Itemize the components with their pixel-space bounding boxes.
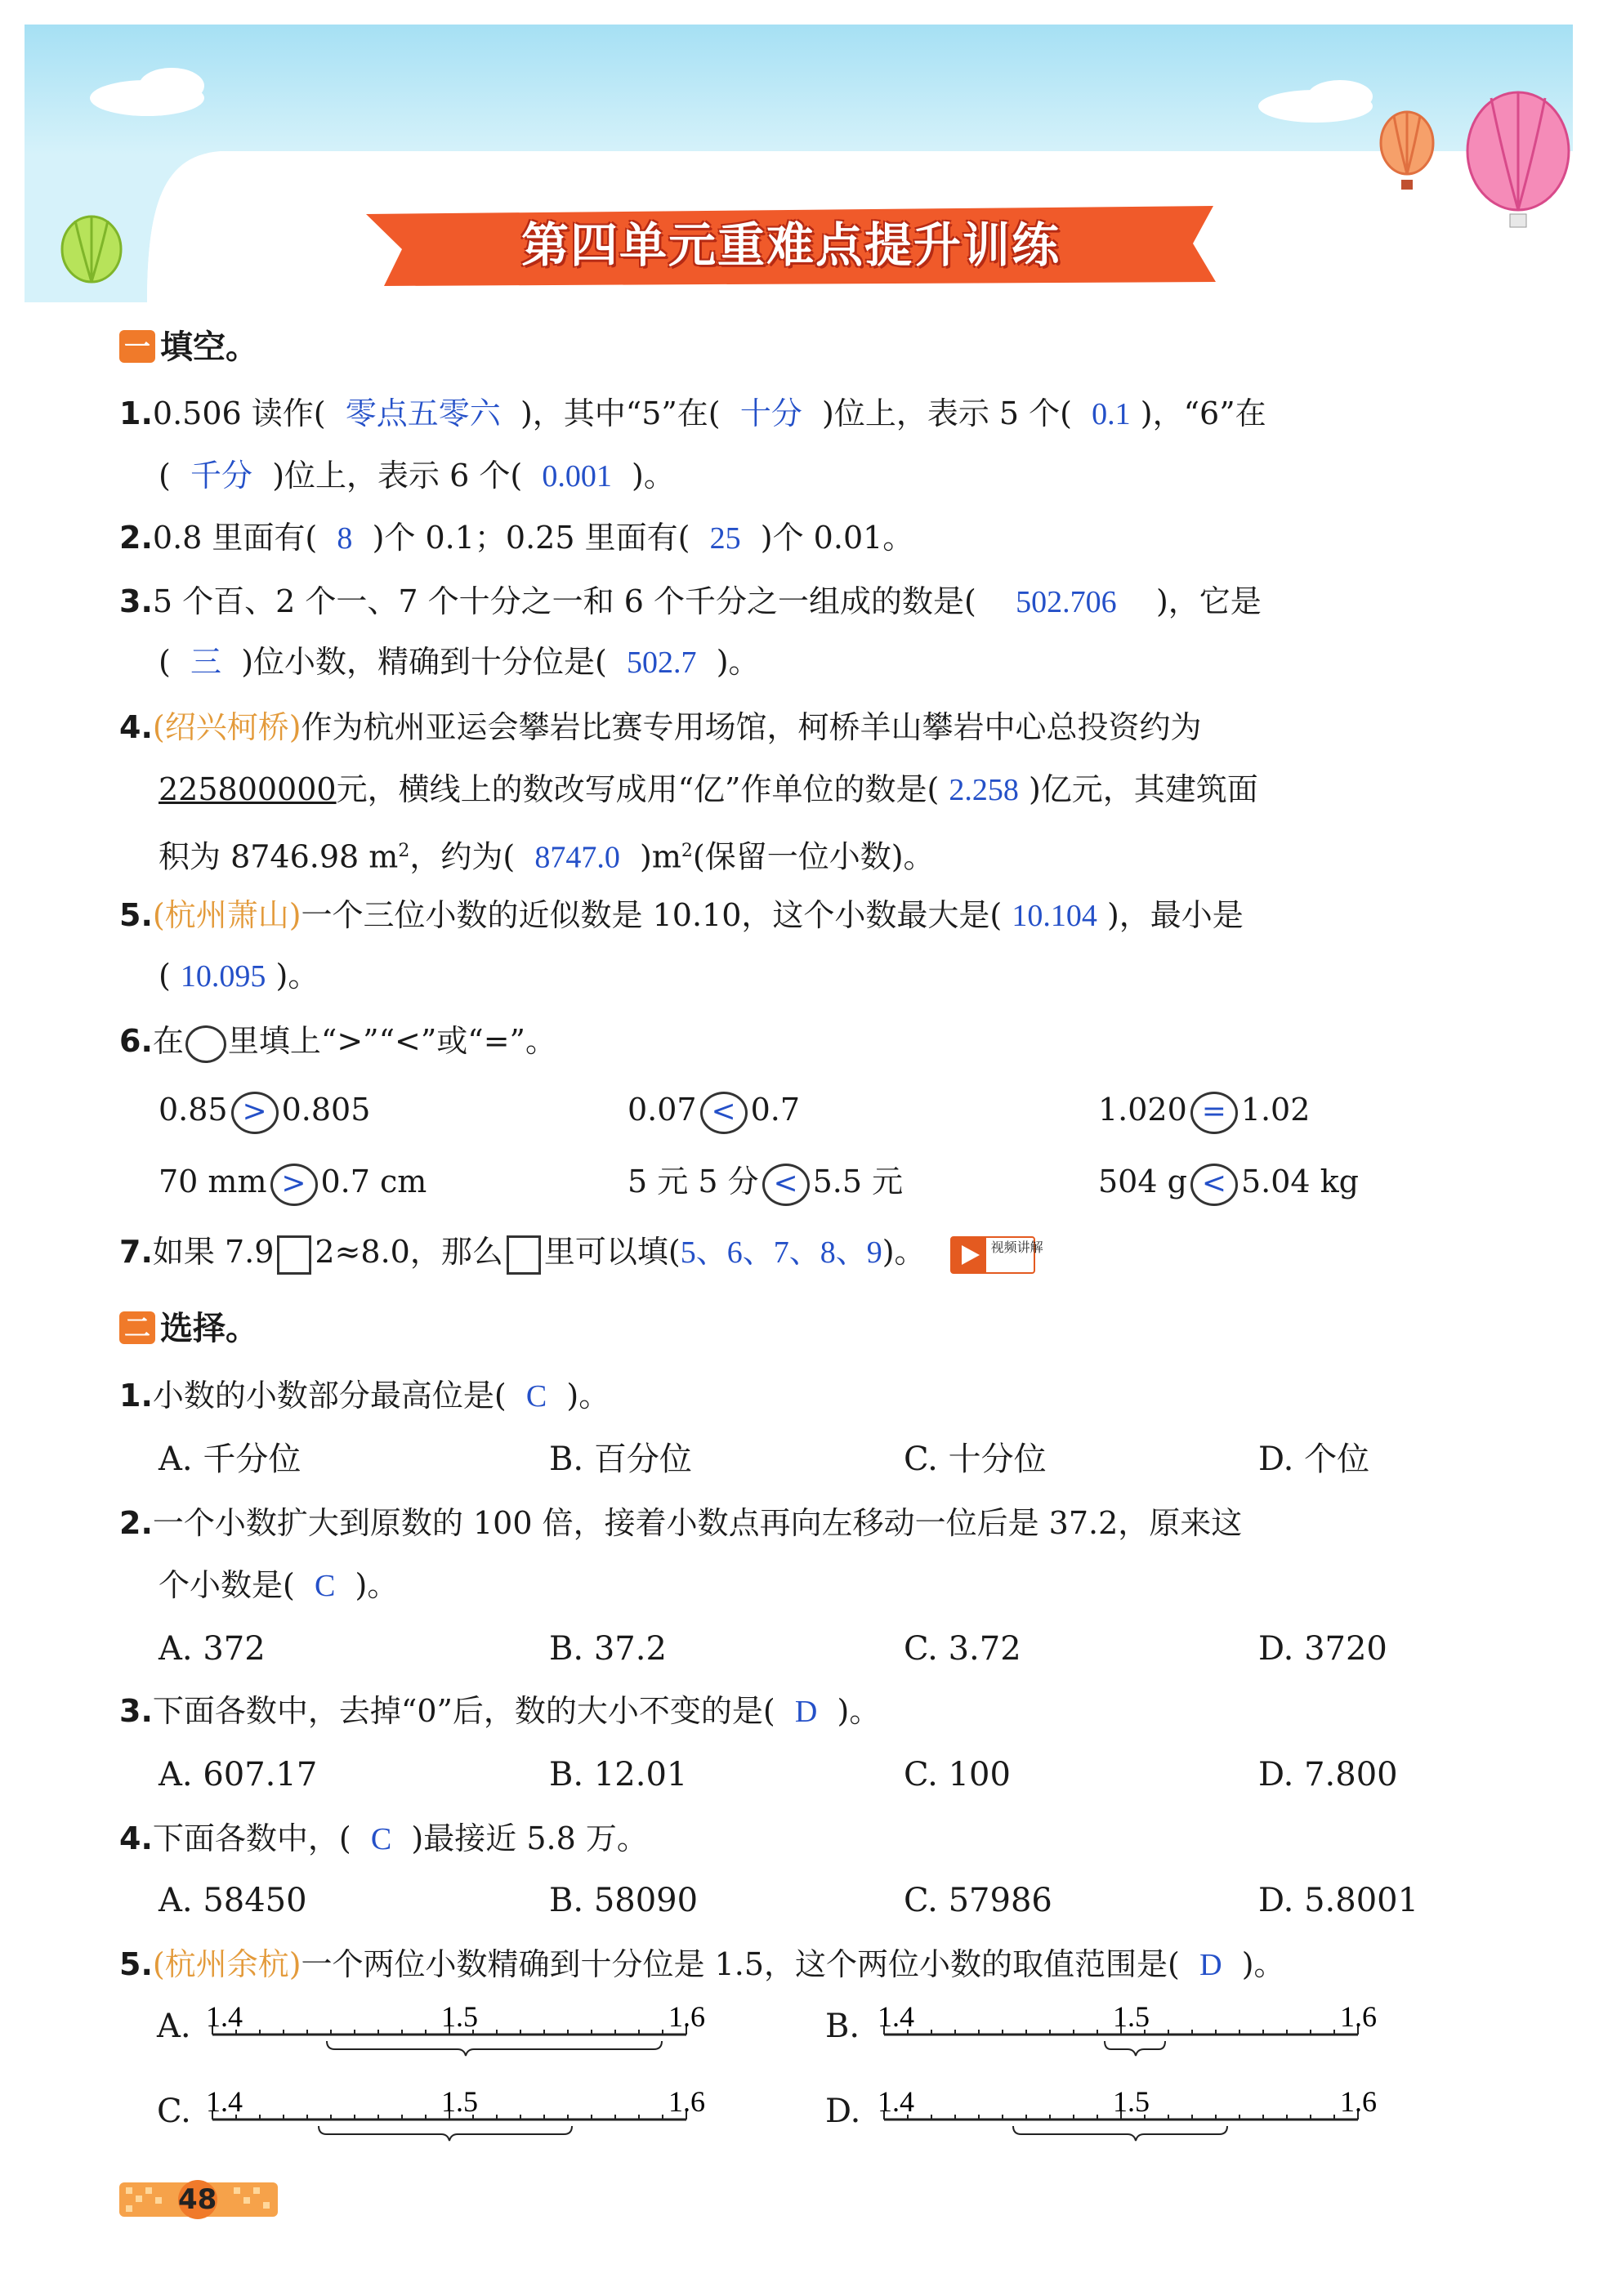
choice-option[interactable]: D. 7.800 — [1258, 1756, 1398, 1793]
choice-option[interactable]: B. 37.2 — [549, 1630, 667, 1668]
choice-option[interactable]: B. 百分位 — [549, 1441, 692, 1478]
answer: 10.104 — [1012, 899, 1097, 933]
play-icon — [952, 1238, 986, 1272]
tick-label: 1.5 — [441, 2085, 478, 2118]
section-badge: 一 — [119, 330, 155, 363]
section-header-choice — [119, 1306, 258, 1351]
compare-answer: > — [270, 1164, 318, 1206]
compare-item: 504 g < 5.04 kg — [1098, 1159, 1359, 1206]
compare-answer: < — [1190, 1164, 1238, 1206]
video-lesson-button[interactable] — [950, 1236, 1043, 1274]
choice-q3-stem: 3.下面各数中，去掉“0”后，数的大小不变的是( D )。 — [119, 1693, 881, 1729]
tick-label: 1.6 — [668, 2085, 705, 2118]
compare-item: 1.020 = 1.02 — [1098, 1087, 1310, 1134]
balloon-icon-left — [62, 217, 121, 282]
choice-option[interactable]: C. 3.72 — [904, 1630, 1021, 1668]
fill-q4-line3: 积为 8746.98 $m^2$，约为( 8747.0 )$m^2$(保留一位小数)。 — [159, 838, 935, 875]
section-label: 选择。 — [160, 1310, 258, 1347]
choice-option[interactable]: C. 100 — [904, 1756, 1011, 1793]
answer: 25 — [709, 521, 741, 556]
compare-item: 0.85 > 0.805 — [159, 1087, 370, 1134]
answer: 0.001 — [542, 459, 612, 494]
choice-option[interactable]: D. 3720 — [1258, 1630, 1387, 1668]
range-brace — [319, 2126, 572, 2141]
choice-option[interactable]: A. 607.17 — [159, 1756, 318, 1793]
choice-option-d-label[interactable]: D. — [825, 2093, 861, 2130]
number-line-c — [196, 2079, 727, 2160]
section-header-fill — [119, 324, 258, 370]
blank-box — [507, 1235, 541, 1275]
tick-label: 1.4 — [878, 2085, 914, 2118]
answer: D — [1199, 1948, 1222, 1982]
choice-option[interactable]: B. 58090 — [549, 1882, 699, 1919]
choice-q2-stem: 2.一个小数扩大到原数的 100 倍，接着小数点再向左移动一位后是 37.2，原来这 — [119, 1505, 1243, 1541]
answer: 0.1 — [1092, 397, 1131, 431]
answer: 10.095 — [180, 959, 266, 994]
answer: 502.706 — [1016, 585, 1117, 619]
compare-item: 0.07 < 0.7 — [628, 1087, 800, 1134]
tick-label: 1.4 — [878, 2000, 914, 2033]
choice-option-a-label[interactable]: A. — [157, 2008, 191, 2045]
choice-option[interactable]: B. 12.01 — [549, 1756, 688, 1793]
answer: C — [525, 1379, 547, 1414]
compare-answer: < — [762, 1164, 810, 1206]
choice-option[interactable]: C. 57986 — [904, 1882, 1052, 1919]
tick-label: 1.5 — [1113, 2085, 1150, 2118]
tick-label: 1.4 — [206, 2000, 243, 2033]
answer: C — [370, 1822, 392, 1856]
compare-answer: < — [700, 1092, 748, 1134]
answer: 三 — [190, 645, 222, 680]
circle-icon — [185, 1025, 226, 1063]
choice-option[interactable]: C. 十分位 — [904, 1441, 1047, 1478]
fill-q1-line2: ( 千分 )位上，表示 6 个( 0.001 )。 — [159, 458, 675, 494]
range-brace — [1105, 2041, 1165, 2056]
number-line-d — [868, 2079, 1399, 2160]
choice-option[interactable]: A. 千分位 — [159, 1441, 301, 1478]
answer: C — [315, 1569, 336, 1603]
source-tag: (绍兴柯桥) — [152, 709, 301, 745]
tick-label: 1.5 — [1113, 2000, 1150, 2033]
choice-option-b-label[interactable]: B. — [825, 2008, 860, 2045]
underlined-number: 225800000 — [159, 771, 337, 807]
title-text: 第四单元重难点提升训练 — [520, 217, 1061, 273]
source-tag: (杭州余杭) — [152, 1946, 301, 1982]
choice-option-c-label[interactable]: C. — [157, 2093, 191, 2130]
answer: 8747.0 — [534, 840, 620, 875]
range-brace — [1013, 2126, 1227, 2141]
page-number: 48 — [178, 2183, 217, 2216]
fill-q3-line1: 3.5 个百、2 个一、7 个十分之一和 6 个千分之一组成的数是( 502.706 )，它是 — [119, 583, 1262, 619]
fill-q5-line2: ( 10.095 )。 — [159, 958, 319, 994]
answer: 2.258 — [949, 773, 1019, 807]
fill-q3-line2: ( 三 )位小数，精确到十分位是( 502.7 )。 — [159, 644, 760, 680]
source-tag: (杭州萧山) — [152, 897, 301, 933]
choice-option[interactable]: A. 372 — [159, 1630, 266, 1668]
answer: 502.7 — [627, 645, 697, 680]
answer: 千分 — [190, 459, 253, 494]
blank-box — [277, 1235, 311, 1275]
choice-option[interactable]: A. 58450 — [159, 1882, 307, 1919]
choice-q2-stem-line2: 个小数是( C )。 — [159, 1567, 399, 1603]
fill-q4-line1: 4.(绍兴柯桥)作为杭州亚运会攀岩比赛专用场馆，柯桥羊山攀岩中心总投资约为 — [119, 709, 1202, 745]
fill-q5-line1: 5.(杭州萧山)一个三位小数的近似数是 10.10，这个小数最大是( 10.104 )，最小是 — [119, 897, 1244, 933]
choice-option[interactable]: D. 5.8001 — [1258, 1882, 1419, 1919]
tick-label: 1.6 — [668, 2000, 705, 2033]
section-label: 填空。 — [160, 328, 258, 366]
answer: 5、6、7、8、9 — [680, 1235, 882, 1270]
tick-label: 1.6 — [1340, 2000, 1377, 2033]
number-line-b — [868, 1994, 1399, 2075]
tick-label: 1.4 — [206, 2085, 243, 2118]
choice-q5-stem: 5.(杭州余杭)一个两位小数精确到十分位是 1.5，这个两位小数的取值范围是( D )。 — [119, 1946, 1285, 1982]
choice-q1-stem: 1.小数的小数部分最高位是( C )。 — [119, 1378, 610, 1414]
fill-q7-line1: 7.如果 7.9 2≈8.0，那么 里可以填(5、6、7、8、9)。 视频讲解 — [119, 1229, 1035, 1275]
answer: D — [794, 1695, 818, 1729]
choice-q4-stem: 4.下面各数中，( C )最接近 5.8 万。 — [119, 1820, 648, 1856]
fill-q2-line1: 2.0.8 里面有( 8 )个 0.1；0.25 里面有( 25 )个 0.01。 — [119, 520, 914, 556]
fill-q4-line2: 225800000元，横线上的数改写成用“亿”作单位的数是( 2.258 )亿元，其建筑面 — [159, 771, 1258, 807]
fill-q6-line1: 6.在 里填上“>”“<”或“=”。 — [119, 1018, 556, 1064]
range-brace — [327, 2041, 662, 2056]
answer: 8 — [337, 521, 353, 556]
compare-answer: > — [231, 1092, 279, 1134]
section-badge: 二 — [119, 1311, 155, 1344]
tick-label: 1.5 — [441, 2000, 478, 2033]
answer: 十分 — [739, 397, 802, 431]
tick-label: 1.6 — [1340, 2085, 1377, 2118]
fill-q1-line1: 1.0.506 读作( 零点五零六 )，其中“5”在( 十分 )位上，表示 5 个( 0.1 )，“6”在 — [119, 395, 1266, 431]
compare-item: 5 元 5 分 < 5.5 元 — [628, 1159, 903, 1206]
answer: 零点五零六 — [345, 397, 501, 431]
page-title — [366, 204, 1216, 286]
compare-item: 70 mm > 0.7 cm — [159, 1159, 427, 1206]
choice-option[interactable]: D. 个位 — [1258, 1441, 1370, 1478]
video-label: 视频讲解 — [990, 1239, 1043, 1255]
number-line-a — [196, 1994, 727, 2075]
compare-answer: = — [1190, 1092, 1238, 1134]
